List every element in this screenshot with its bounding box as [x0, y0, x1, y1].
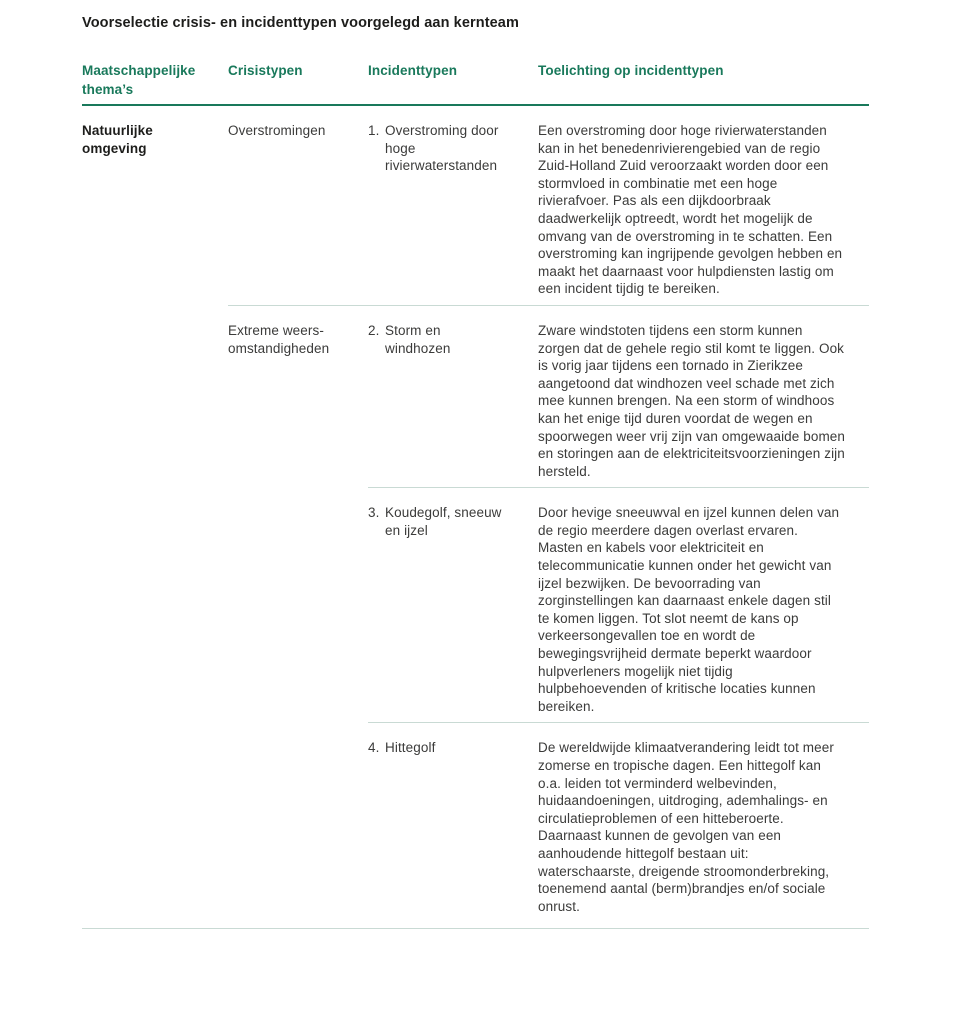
incident-cell: [368, 122, 538, 298]
incident-number: 3.: [368, 505, 380, 521]
theme-cell: [82, 504, 228, 715]
toelichting-cell: Door hevige sneeuwval en ijzel kunnen delen van de regio meerdere dagen overlast ervaren. Masten en kabels voor elektriciteit en telecommunicatie kunnen onder het gewicht van ijzel bezwijken. De bevoorrading van zorginstellingen kan daarnaast enkele dagen stil te komen liggen. Tot slot neemt de kans op verkeersongevallen toe en wordt de bewegingsvrijheid dermate beperkt waardoor hulpverleners mogelijk niet tijdig hulpbehoevenden of kritische locaties kunnen bereiken.: [538, 505, 840, 714]
column-header-maatschappelijke-themas: Maatschappelijke thema’s: [82, 63, 196, 97]
incident-label: Koudegolf, sneeuw en ijzel: [385, 505, 502, 538]
theme-cell: Natuurlijke omgeving: [82, 123, 153, 156]
incident-cell: [368, 504, 538, 715]
incident-number: 2.: [368, 322, 380, 338]
table-row-koudegolf: [82, 488, 869, 722]
crisis-cell: [228, 739, 368, 915]
toelichting-cell: De wereldwijde klimaatverandering leidt tot meer zomerse en tropische dagen. Een hittegolf kan o.a. leiden tot verminderd welbevinden, huidaandoeningen, uitdroging, ademhalings- en circulatieproblemen of een hitteberoerte. Daarnaast kunnen de gevolgen van een aanhoudende hittegolf bestaan uit: waterschaarste, dreigende stroomonderbreking, toenemend aantal (berm)brandjes en/of sociale onrust.: [538, 740, 834, 914]
incident-number: 4.: [368, 740, 380, 756]
table-row-overstroming: [82, 106, 869, 305]
crisis-cell: Extreme weers-omstandigheden: [228, 322, 330, 356]
page-title: Voorselectie crisis- en incidenttypen voorgelegd aan kernteam: [82, 15, 519, 31]
crisis-cell: Overstromingen: [228, 123, 326, 138]
table-row-storm-windhozen: [82, 306, 869, 487]
toelichting-cell: Zware windstoten tijdens een storm kunnen zorgen dat de gehele regio stil komt te liggen. Ook is vorig jaar tijdens een tornado in Zierikzee aangetoond dat windhozen veel schade met zich mee kunnen brengen. Na een storm of windhoos kan het enige tijd duren voordat de wegen en spoorwegen weer vrij zijn van omgewaaide bomen en storingen aan de elektriciteitsvoorzieningen zijn hersteld.: [538, 322, 846, 479]
table-row-hittegolf: [82, 723, 869, 928]
column-header-toelichting: Toelichting op incidenttypen: [538, 63, 724, 78]
theme-cell: [82, 322, 228, 480]
column-header-incidenttypen: Incidenttypen: [368, 63, 458, 78]
table-bottom-rule: [82, 928, 869, 929]
column-header-crisistypen: Crisistypen: [228, 63, 303, 78]
incident-label: Overstroming door hoge rivierwaterstanden: [385, 123, 499, 174]
incident-label: Hittegolf: [385, 740, 436, 756]
incident-number: 1.: [368, 123, 380, 138]
crisis-incident-table: [82, 61, 869, 929]
incident-label: Storm en windhozen: [385, 322, 451, 356]
crisis-cell: [228, 504, 368, 715]
incident-cell: [368, 322, 538, 480]
table-header-row: [82, 61, 869, 99]
theme-cell: [82, 739, 228, 915]
incident-cell: [368, 739, 538, 915]
toelichting-cell: Een overstroming door hoge rivierwaterstanden kan in het benedenrivierengebied van de regio Zuid-Holland Zuid veroorzaakt worden door een stormvloed in combinatie met een hoge rivierafvoer. Pas als een dijkdoorbraak daadwerkelijk optreedt, wordt het mogelijk de omvang van de overstroming in te schatten. Een overstroming kan ingrijpende gevolgen hebben en maakt het daarnaast voor hulpdiensten lastig om een incident tijdig te bereiken.: [538, 123, 843, 297]
